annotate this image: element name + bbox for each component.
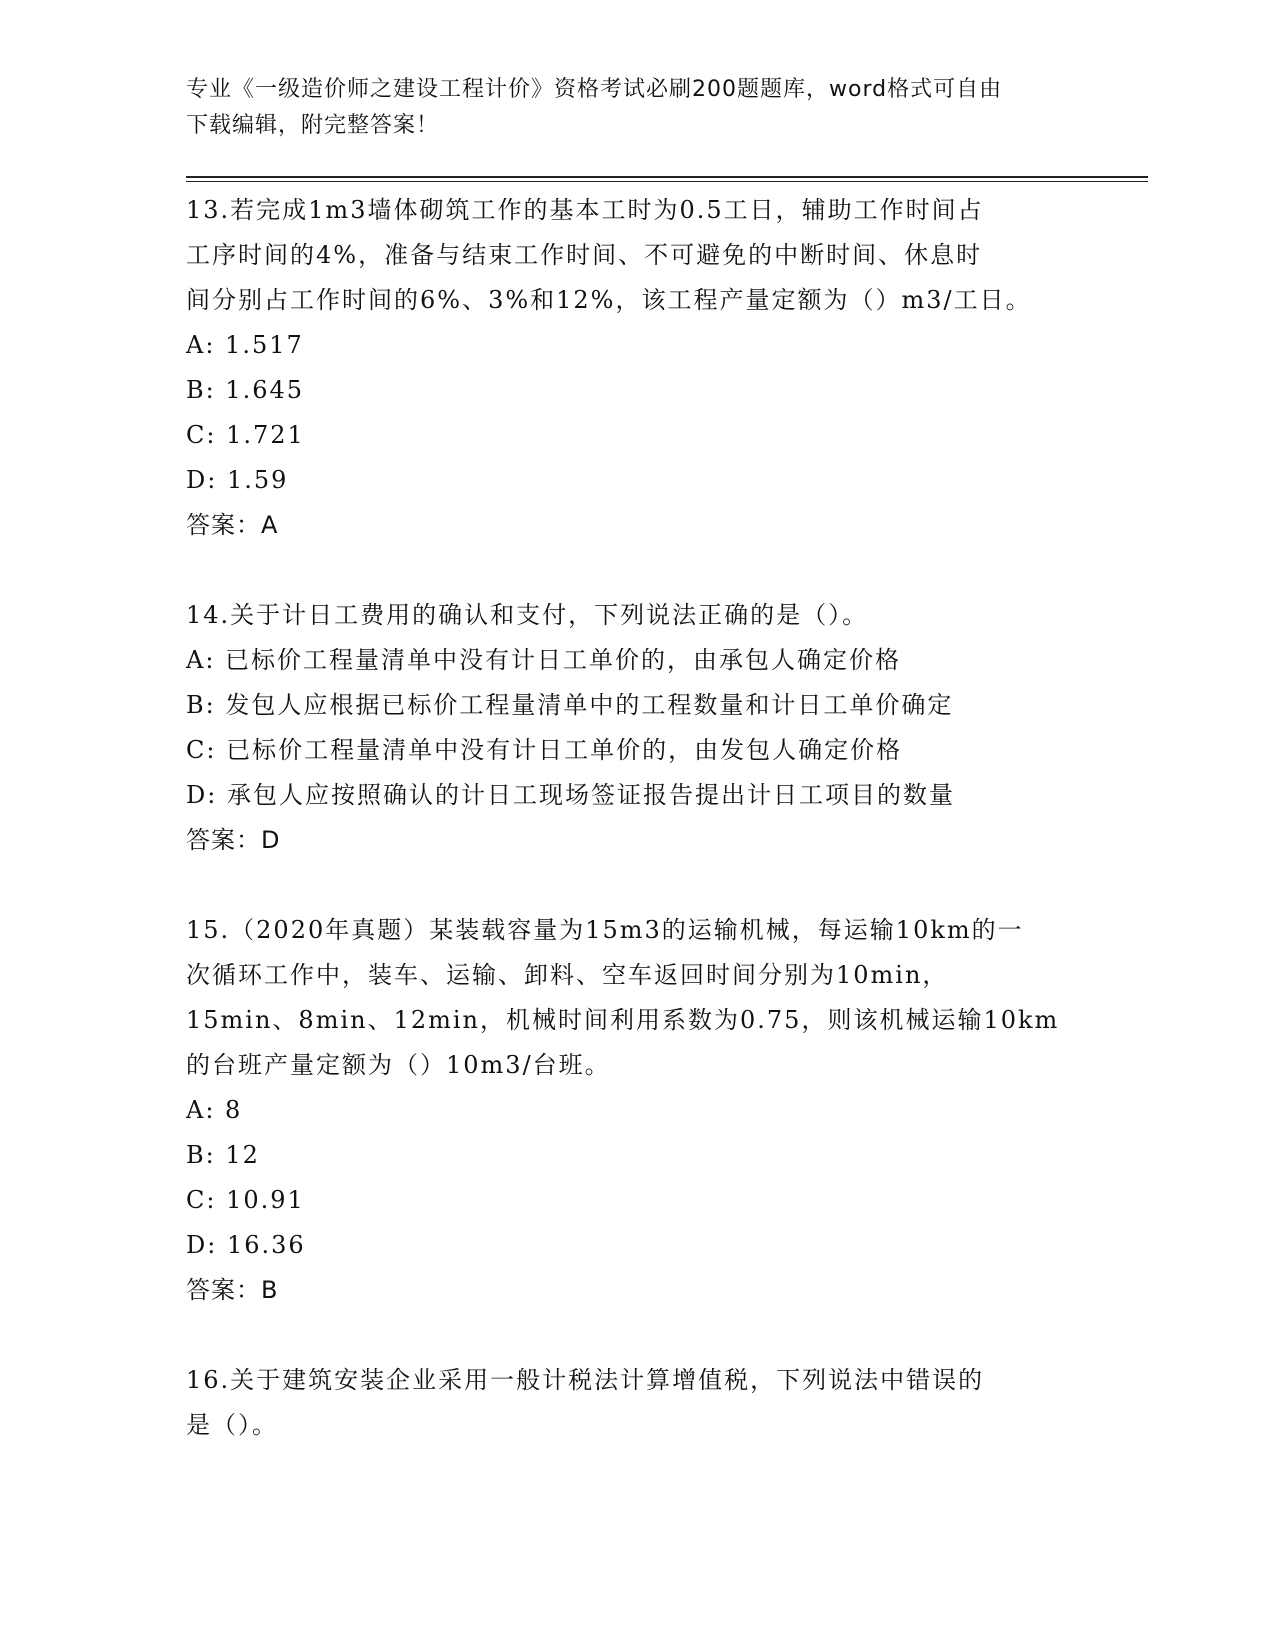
question-spacer xyxy=(186,548,1086,593)
header-line-1: 专业《一级造价师之建设工程计价》资格考试必刷200题题库，word格式可自由 xyxy=(186,77,1003,102)
option-c: C: 10.91 xyxy=(186,1186,305,1214)
question-stem-line: 工序时间的4%，准备与结束工作时间、不可避免的中断时间、休息时 xyxy=(186,241,983,269)
option-b: B: 发包人应根据已标价工程量清单中的工程数量和计日工单价确定 xyxy=(186,691,954,719)
document-header xyxy=(186,72,1086,144)
option-a: A: 已标价工程量清单中没有计日工单价的，由承包人确定价格 xyxy=(186,646,902,674)
answer-line: 答案：D xyxy=(186,826,281,854)
answer-line: 答案：A xyxy=(186,511,279,539)
question-stem-line: 14.关于计日工费用的确认和支付，下列说法正确的是（）。 xyxy=(186,601,869,629)
option-b: B: 12 xyxy=(186,1141,260,1169)
option-d: D: 1.59 xyxy=(186,466,289,494)
answer-line: 答案：B xyxy=(186,1276,279,1304)
header-line-2: 下载编辑，附完整答案！ xyxy=(186,113,440,138)
header-divider-thin xyxy=(186,181,1148,182)
option-d: D: 16.36 xyxy=(186,1231,306,1259)
option-a: A: 1.517 xyxy=(186,331,304,359)
question-16 xyxy=(186,1358,1086,1448)
option-c: C: 1.721 xyxy=(186,421,305,449)
question-stem-line: 间分别占工作时间的6%、3%和12%，该工程产量定额为（）m3/工日。 xyxy=(186,286,1032,314)
question-spacer xyxy=(186,863,1086,908)
question-stem-line: 15min、8min、12min，机械时间利用系数为0.75，则该机械运输10km xyxy=(186,1006,1060,1034)
question-13 xyxy=(186,188,1086,548)
header-divider-thick xyxy=(186,176,1148,178)
question-15 xyxy=(186,908,1086,1313)
option-b: B: 1.645 xyxy=(186,376,305,404)
question-stem-line: 16.关于建筑安装企业采用一般计税法计算增值税，下列说法中错误的 xyxy=(186,1366,985,1394)
question-stem-line: 是（）。 xyxy=(186,1411,278,1439)
question-list xyxy=(186,188,1086,1448)
question-stem-line: 13.若完成1m3墙体砌筑工作的基本工时为0.5工日，辅助工作时间占 xyxy=(186,196,984,224)
question-stem-line: 15.（2020年真题）某装载容量为15m3的运输机械，每运输10km的一 xyxy=(186,916,1024,944)
question-stem-line: 的台班产量定额为（）10m3/台班。 xyxy=(186,1051,611,1079)
option-c: C: 已标价工程量清单中没有计日工单价的，由发包人确定价格 xyxy=(186,736,903,764)
question-spacer xyxy=(186,1313,1086,1358)
question-14 xyxy=(186,593,1086,863)
question-stem-line: 次循环工作中，装车、运输、卸料、空车返回时间分别为10min， xyxy=(186,961,949,989)
option-a: A: 8 xyxy=(186,1096,243,1124)
option-d: D: 承包人应按照确认的计日工现场签证报告提出计日工项目的数量 xyxy=(186,781,955,809)
